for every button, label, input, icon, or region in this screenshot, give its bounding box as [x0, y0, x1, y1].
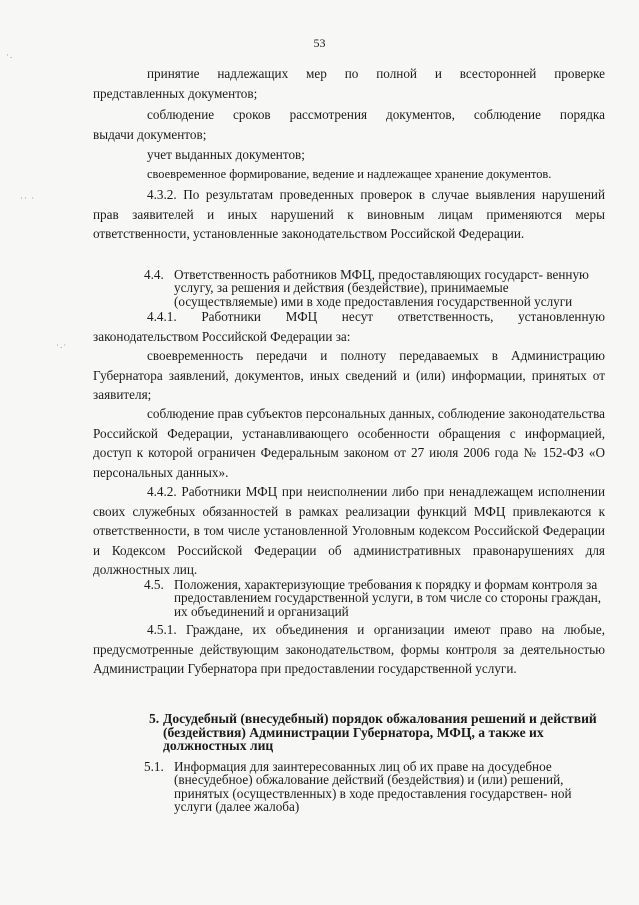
- heading-number: 4.5.: [144, 577, 164, 592]
- page-number: 53: [313, 36, 326, 50]
- paragraph: 4.5.1. Граждане, их объединения и организации имеют право на любые, предусмотренные действующим законодательством, формы контроля за деятельностью Администрации Губернатора при предоставлении государственной услуги.: [93, 622, 605, 676]
- paragraph: выдачи документов;: [93, 127, 207, 142]
- scan-mark: ·.·: [56, 340, 68, 350]
- paragraph: представленных документов;: [93, 86, 258, 101]
- section-number: 5.: [149, 711, 160, 726]
- heading-text: Положения, характеризующие требования к порядку и формам контроля за предоставлением государственной услуги, в том числе со стороны граждан, их объединений и организаций: [174, 577, 602, 619]
- subsection-heading: [144, 760, 606, 814]
- paragraph: соблюдение сроков рассмотрения документов, соблюдение порядка: [147, 107, 605, 122]
- subsection-heading: [144, 268, 606, 308]
- heading-number: 5.1.: [144, 759, 164, 774]
- heading-number: 4.4.: [144, 267, 164, 282]
- section-heading: [149, 712, 604, 753]
- paragraph: 4.4.1. Работники МФЦ несут ответственность, установленную законодательством Российской Федерации за:: [93, 309, 605, 344]
- paragraph: учет выданных документов;: [147, 147, 305, 162]
- subsection-heading: [144, 578, 606, 618]
- paragraph: 4.3.2. По результатам проведенных проверок в случае выявления нарушений прав заявителей и иных нарушений к виновным лицам применяются меры ответственности, установленные законодательством Российской Федерации.: [93, 187, 605, 241]
- paragraph: своевременность передачи и полноту передаваемых в Администрацию Губернатора заявлений, документов, иных сведений и (или) информации, принятых от заявителя;: [93, 348, 605, 402]
- paragraph: своевременное формирование, ведение и надлежащее хранение документов.: [147, 167, 552, 181]
- paragraph: принятие надлежащих мер по полной и всесторонней проверке: [147, 66, 605, 81]
- paragraph: соблюдение прав субъектов персональных данных, соблюдение законодательства Российской Федерации, устанавливающего особенности обращения с информацией, доступ к которой ограничен Федеральным законом от 27 июля 2006 года № 152-ФЗ «О персональных данных».: [93, 406, 605, 480]
- paragraph: 4.4.2. Работники МФЦ при неисполнении либо при ненадлежащем исполнении своих служебных обязанностей в рамках реализации функций МФЦ привлекаются к ответственности, в том числе установленной Уголовным кодексом Российской Федерации и Кодексом Российской Федерации об административных правонарушениях для должностных лиц.: [93, 484, 605, 577]
- scan-mark: ·.: [6, 50, 14, 60]
- scan-mark: ·· ·: [20, 193, 36, 203]
- heading-text: Ответственность работников МФЦ, предоставляющих государст- венную услугу, за решения и действия (бездействие), принимаемые (осуществляемые) ими в ходе предоставления государственной услуги: [174, 267, 589, 309]
- section-title: Досудебный (внесудебный) порядок обжалования решений и действий (бездействия) Администрации Губернатора, МФЦ, а также их должностных лиц: [163, 711, 597, 754]
- heading-text: Информация для заинтересованных лиц об их праве на досудебное (внесудебное) обжалование действий (бездействия) и (или) решений, принятых (осуществленных) в ходе предоставления государствен- ной услуги (далее жалоба): [174, 759, 572, 815]
